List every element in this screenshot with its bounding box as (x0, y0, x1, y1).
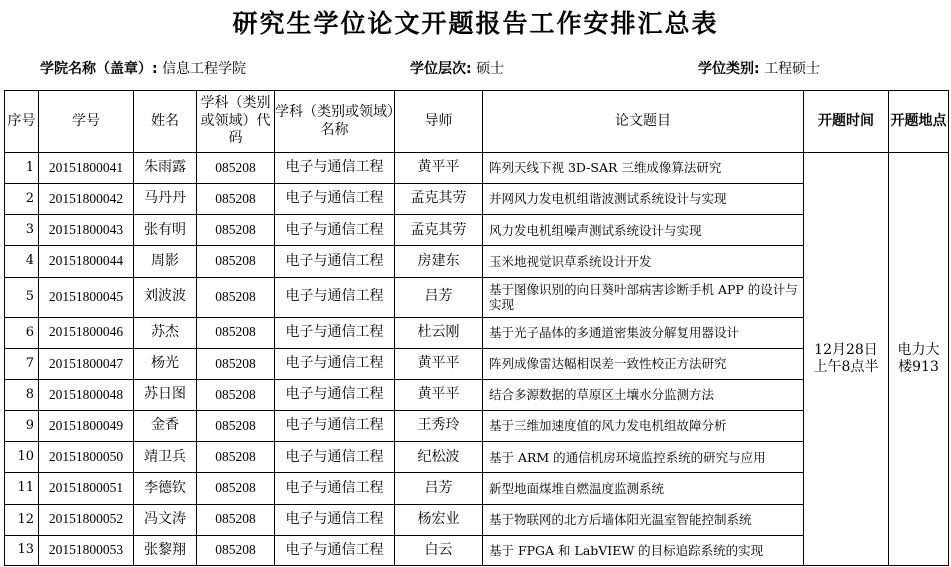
row-subject-code: 085208 (197, 153, 275, 184)
row-name: 李德钦 (134, 473, 197, 504)
col-header-name: 姓名 (134, 91, 197, 153)
row-name: 冯文涛 (134, 504, 197, 535)
row-name: 张黎翔 (134, 535, 197, 565)
row-subject-code: 085208 (197, 473, 275, 504)
row-tutor: 吕芳 (395, 473, 483, 504)
row-seq: 6 (5, 317, 39, 348)
row-thesis-title: 结合多源数据的草原区土壤水分监测方法 (483, 380, 804, 411)
row-seq: 8 (5, 380, 39, 411)
row-subject-name: 电子与通信工程 (275, 317, 395, 348)
row-seq: 4 (5, 246, 39, 277)
schedule-table (4, 90, 949, 566)
col-header-tutor: 导师 (395, 91, 483, 153)
row-subject-code: 085208 (197, 246, 275, 277)
row-name: 杨光 (134, 348, 197, 379)
row-subject-name: 电子与通信工程 (275, 504, 395, 535)
row-name: 金香 (134, 411, 197, 442)
col-header-thesis-title: 论文题目 (483, 91, 804, 153)
col-header-seq: 序号 (5, 91, 39, 153)
row-seq: 10 (5, 442, 39, 473)
degree-level-label: 学位层次: (410, 61, 472, 77)
row-tutor: 吕芳 (395, 277, 483, 317)
row-subject-name: 电子与通信工程 (275, 442, 395, 473)
row-tutor: 白云 (395, 535, 483, 565)
row-student-id: 20151800042 (39, 184, 134, 215)
row-subject-name: 电子与通信工程 (275, 277, 395, 317)
schedule-location: 电力大楼913 (889, 153, 949, 566)
row-name: 朱雨露 (134, 153, 197, 184)
row-subject-name: 电子与通信工程 (275, 380, 395, 411)
row-seq: 9 (5, 411, 39, 442)
row-tutor: 黄平平 (395, 153, 483, 184)
row-thesis-title: 新型地面煤堆自燃温度监测系统 (483, 473, 804, 504)
row-tutor: 孟克其劳 (395, 215, 483, 246)
row-student-id: 20151800045 (39, 277, 134, 317)
row-tutor: 孟克其劳 (395, 184, 483, 215)
row-student-id: 20151800044 (39, 246, 134, 277)
row-subject-name: 电子与通信工程 (275, 473, 395, 504)
college-value: 信息工程学院 (162, 61, 247, 77)
row-subject-name: 电子与通信工程 (275, 348, 395, 379)
row-thesis-title: 基于图像识别的向日葵叶部病害诊断手机 APP 的设计与实现 (483, 277, 804, 317)
row-subject-name: 电子与通信工程 (275, 246, 395, 277)
degree-type-label: 学位类别: (698, 61, 760, 77)
college-info (40, 58, 246, 78)
row-thesis-title: 并网风力发电机组谐波测试系统设计与实现 (483, 184, 804, 215)
row-seq: 12 (5, 504, 39, 535)
row-seq: 7 (5, 348, 39, 379)
degree-level-info (410, 58, 504, 78)
row-name: 周影 (134, 246, 197, 277)
row-student-id: 20151800041 (39, 153, 134, 184)
row-subject-code: 085208 (197, 277, 275, 317)
col-header-student-id: 学号 (39, 91, 134, 153)
college-label: 学院名称（盖章）: (40, 61, 158, 77)
row-student-id: 20151800051 (39, 473, 134, 504)
row-subject-name: 电子与通信工程 (275, 184, 395, 215)
row-subject-code: 085208 (197, 535, 275, 565)
row-student-id: 20151800050 (39, 442, 134, 473)
row-subject-name: 电子与通信工程 (275, 215, 395, 246)
row-subject-code: 085208 (197, 348, 275, 379)
row-name: 苏日图 (134, 380, 197, 411)
row-seq: 11 (5, 473, 39, 504)
row-student-id: 20151800048 (39, 380, 134, 411)
row-name: 张有明 (134, 215, 197, 246)
row-tutor: 王秀玲 (395, 411, 483, 442)
row-name: 马丹丹 (134, 184, 197, 215)
row-thesis-title: 基于三维加速度值的风力发电机组故障分析 (483, 411, 804, 442)
row-subject-code: 085208 (197, 442, 275, 473)
row-name: 苏杰 (134, 317, 197, 348)
row-subject-name: 电子与通信工程 (275, 153, 395, 184)
row-tutor: 杜云刚 (395, 317, 483, 348)
row-seq: 3 (5, 215, 39, 246)
row-student-id: 20151800052 (39, 504, 134, 535)
row-subject-code: 085208 (197, 411, 275, 442)
row-tutor: 房建东 (395, 246, 483, 277)
row-subject-code: 085208 (197, 504, 275, 535)
row-tutor: 黄平平 (395, 348, 483, 379)
row-thesis-title: 阵列成像雷达幅相误差一致性校正方法研究 (483, 348, 804, 379)
row-thesis-title: 玉米地视觉识草系统设计开发 (483, 246, 804, 277)
row-subject-name: 电子与通信工程 (275, 535, 395, 565)
row-seq: 5 (5, 277, 39, 317)
row-subject-code: 085208 (197, 215, 275, 246)
row-student-id: 20151800047 (39, 348, 134, 379)
degree-type-info (698, 58, 820, 78)
row-student-id: 20151800049 (39, 411, 134, 442)
row-subject-code: 085208 (197, 317, 275, 348)
row-thesis-title: 基于 ARM 的通信机房环境监控系统的研究与应用 (483, 442, 804, 473)
row-thesis-title: 基于物联网的北方后墙体阳光温室智能控制系统 (483, 504, 804, 535)
col-header-time: 开题时间 (804, 91, 889, 153)
row-tutor: 纪松波 (395, 442, 483, 473)
col-header-subject-name: 学科（类别或领域）名称 (275, 91, 395, 153)
row-thesis-title: 风力发电机组噪声测试系统设计与实现 (483, 215, 804, 246)
row-seq: 13 (5, 535, 39, 565)
row-seq: 2 (5, 184, 39, 215)
schedule-time: 12月28日上午8点半 (804, 153, 889, 566)
row-subject-code: 085208 (197, 184, 275, 215)
row-student-id: 20151800046 (39, 317, 134, 348)
degree-level-value: 硕士 (476, 61, 505, 77)
row-student-id: 20151800053 (39, 535, 134, 565)
degree-type-value: 工程硕士 (764, 61, 821, 77)
row-thesis-title: 基于 FPGA 和 LabVIEW 的目标追踪系统的实现 (483, 535, 804, 565)
table-row (5, 153, 949, 184)
page-title: 研究生学位论文开题报告工作安排汇总表 (232, 9, 719, 38)
col-header-location: 开题地点 (889, 91, 949, 153)
row-name: 靖卫兵 (134, 442, 197, 473)
table-header-row (5, 91, 949, 153)
row-name: 刘波波 (134, 277, 197, 317)
col-header-subject-code: 学科（类别或领域）代码 (197, 91, 275, 153)
row-student-id: 20151800043 (39, 215, 134, 246)
row-tutor: 杨宏业 (395, 504, 483, 535)
row-seq: 1 (5, 153, 39, 184)
row-thesis-title: 阵列天线下视 3D-SAR 三维成像算法研究 (483, 153, 804, 184)
row-subject-name: 电子与通信工程 (275, 411, 395, 442)
row-tutor: 黄平平 (395, 380, 483, 411)
row-subject-code: 085208 (197, 380, 275, 411)
row-thesis-title: 基于光子晶体的多通道密集波分解复用器设计 (483, 317, 804, 348)
